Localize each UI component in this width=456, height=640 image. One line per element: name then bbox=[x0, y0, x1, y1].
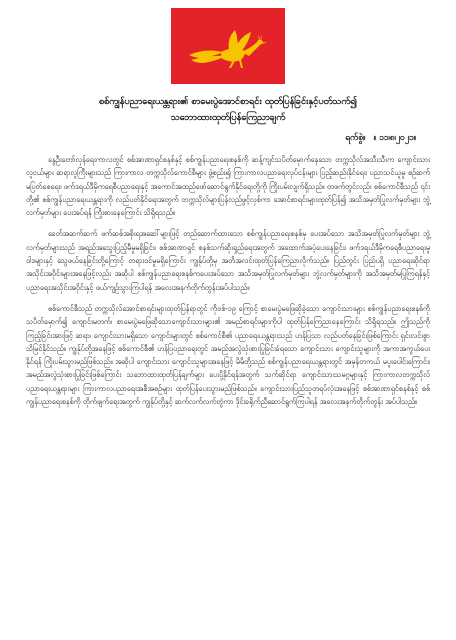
flag-background bbox=[171, 8, 285, 84]
paragraph-3: စစ်ကောင်စီသည် တက္ကသိုလ်အောင်စာရင်းများထုတ်ပြန်ရာတွင် ကိုဗစ်-၁၉ ကြောင့် စာမေးပွဲမဖြေဆိုခဲ့သော ကျောင်းသားများ စစ်ကျွန်ပညာရေးစနစ်ကို သပိတ်မှောက်၍ ကျောင်းမတက်၊ စာမေးပွဲမဖြေဆိုသောကျောင်းသားများ၏ အမည်စာရင်းများကိုပါ ထုတ်ပြန်ကြေညာနေကြောင်း သိရှိရသည်။ ဤသည်ကို ကြည့်ခြင်းအားဖြင့် ဆရာ၊ ကျောင်းသားမရှိသော ကျောင်းများတွင် စစ်ကောင်စီ၏ ပညာရေးယန္တရားသည် ဟန်ပြသာ လည်ပတ်နေခြင်းဖြစ်ကြောင်း ရှင်းလင်းစွာသိမြင်နိုင်သည်။ ကျွန်ုပ်တို့အနေဖြင့် စစ်ကောင်စီ၏ ဟန်ပြပညာရေးတွင် အမည်အလွဲသုံးစားပြုခြင်းခံရသော ကျောင်းသား ကျောင်းသူများကို အကာအကွယ်ပေးနိုင်ရန် ကြိုးပမ်းသွားမည်ဖြစ်သည်။ အဆိုပါ ကျောင်းသား ကျောင်းသူများအနေဖြင့် မိမိတို့သည် စစ်ကျွန်ပညာရေးယန္တရားတွင် အမှန်တကယ် မပူးပေါင်းကြောင်း၊ အမည်အလွဲသုံးစားပြုခြင်းဖြစ်ကြောင်း သဘောထားထုတ်ပြန်ချက်များ ပေးပို့နိုင်ရန်အတွက် သက်ဆိုင်ရာ ကျောင်းသားသမဂ္ဂများနှင့် ကြားကာလတက္ကသိုလ်ပညာရေးယန္တရားများ ကြားကာလပညာရေးအစီအစဉ်များ ထုတ်ပြန်ပေးသွားမည်ဖြစ်သည်။ ကျောင်းသားပြည်သူတရပ်လုံးအနေဖြင့် စစ်အာဏာရှင်စနစ်နှင့် စစ်ကျွန်ပညာရေးစနစ်ကို တိုက်ဖျက်ရေးအတွက် ကျွန်ုပ်တို့နှင့် ဆက်လက်လက်တွဲကာ ဒိုင်းခရိုက်ညီဆောင်ရွက်ကြပါရန် အလေးအနက်တိုက်တွန်း အပ်ပါသည်။ bbox=[26, 303, 430, 407]
title-line-2: သဘောထားထုတ်ပြန်ကြေညာချက် bbox=[170, 112, 286, 123]
paragraph-1: နွေဦးတော်လှန်ရေးကာလတွင် စစ်အာဏာရှင်စနစ်နှင့် စစ်ကျွန်ပညာရေးစနစ်ကို ဆန့်ကျင်သပိတ်မှောက်နေသော တက္ကသိုလ်အသီးသီးက ကျောင်းသားလူငယ်များ ဆရာလူကြီးများသည် ကြားကာလ တက္ကသိုလ်ကောင်စီများ ဖွဲ့စည်း၍ ကြားကာလပညာရေးလုပ်ငန်းများ ပြည့်ဆည်းနိုင်ရေး၊ ပညာသင်ယူမှု စဉ်ဆက်မပြတ်စေရေး၊ ဖက်ဒရယ်ဒီမိုကရေစီပညာရေးနှင့် အကောင်အထည်ဖော်ဆောင်ရွက်နိုင်ရေးတို့ကို ကြိုးပမ်းလျက်ရှိသည်။ တဖက်တွင်လည်း စစ်ကောင်စီသည် ၎င်းတို့၏ စစ်ကျွန်ပညာရေးယန္တရားကို လည်ပတ်နိုင်ရေးအတွက် တက္ကသိုလ်များပြန်လည်ဖွင့်လှစ်ကာ အောင်စာရင်းများထုတ်ပြန်၍ အသိအမှတ်ပြုလက်မှတ်များ ဘွဲ့လက်မှတ်များ ပေးအပ်ရန် ကြိုးစားနေကြောင်း သိရှိရသည်။ bbox=[26, 155, 430, 218]
paragraph-2: ခေတ်အဆက်ဆက် ဖက်ဆစ်အစိုးရအဆေါ်များဖြင့် တည်ဆောက်ထားသော စစ်ကျွန်ပညာရေးစနစ်မှ ပေးအပ်သော အသိအမှတ်ပြုလက်မှတ်များ ဘွဲ့လက်မှတ်များသည် အရည်အသွေးပြည့်မီမှုမရှိခြင်း၊ စစ်အာဏာရှင် စနစ်သက်ဆိုးရှည်ရေးအတွက် အထောက်အပံ့ပေးနေခြင်း၊ ဖက်ဒရယ်ဒီမိုကရေစီပညာရေးမူဝါဒများနှင့် သွေဖယ်နေခြင်းတို့ကြောင့် တရားဝင်မှုမရှိကြောင်း ကျွန်ုပ်တို့မှ အတိအလင်းထုတ်ပြန်ကြေညာလိုက်သည်။ ပြည်တွင်း ပြည်ပရှိ ပညာရေးဆိုင်ရာ အသိုင်းအဝိုင်းများအနေဖြင့်လည်း အဆိုပါ စစ်ကျွန်ပညာရေးစနစ်ကပေးအပ်သော အသိအမှတ်ပြုလက်မှတ်များ ဘွဲ့လက်မှတ်များကို အသိအမှတ်မပြုကြရန်နှင့် ပညာရေးအသိုင်းအဝိုင်းနှင့် ဖယ်ကျဉ်သွားကြပါရန် အလေးအနက်တိုက်တွန်းအပ်ပါသည်။ bbox=[26, 229, 430, 292]
fighting-peacock-icon bbox=[171, 8, 285, 84]
date-label: ရက်စွဲ။ bbox=[345, 132, 366, 142]
statement-title bbox=[26, 94, 430, 126]
title-line-1: စစ်ကျွန်ပညာရေးယန္တရား၏ စာမေးပွဲအောင်စာရင်း ထုတ်ပြန်ခြင်းနှင့်ပတ်သက်၍ bbox=[98, 96, 358, 107]
date-line bbox=[26, 132, 430, 145]
date-value: ။ ၁၁၊၈၊၂၀၂၁။ bbox=[373, 132, 416, 142]
flag-header bbox=[26, 8, 430, 84]
